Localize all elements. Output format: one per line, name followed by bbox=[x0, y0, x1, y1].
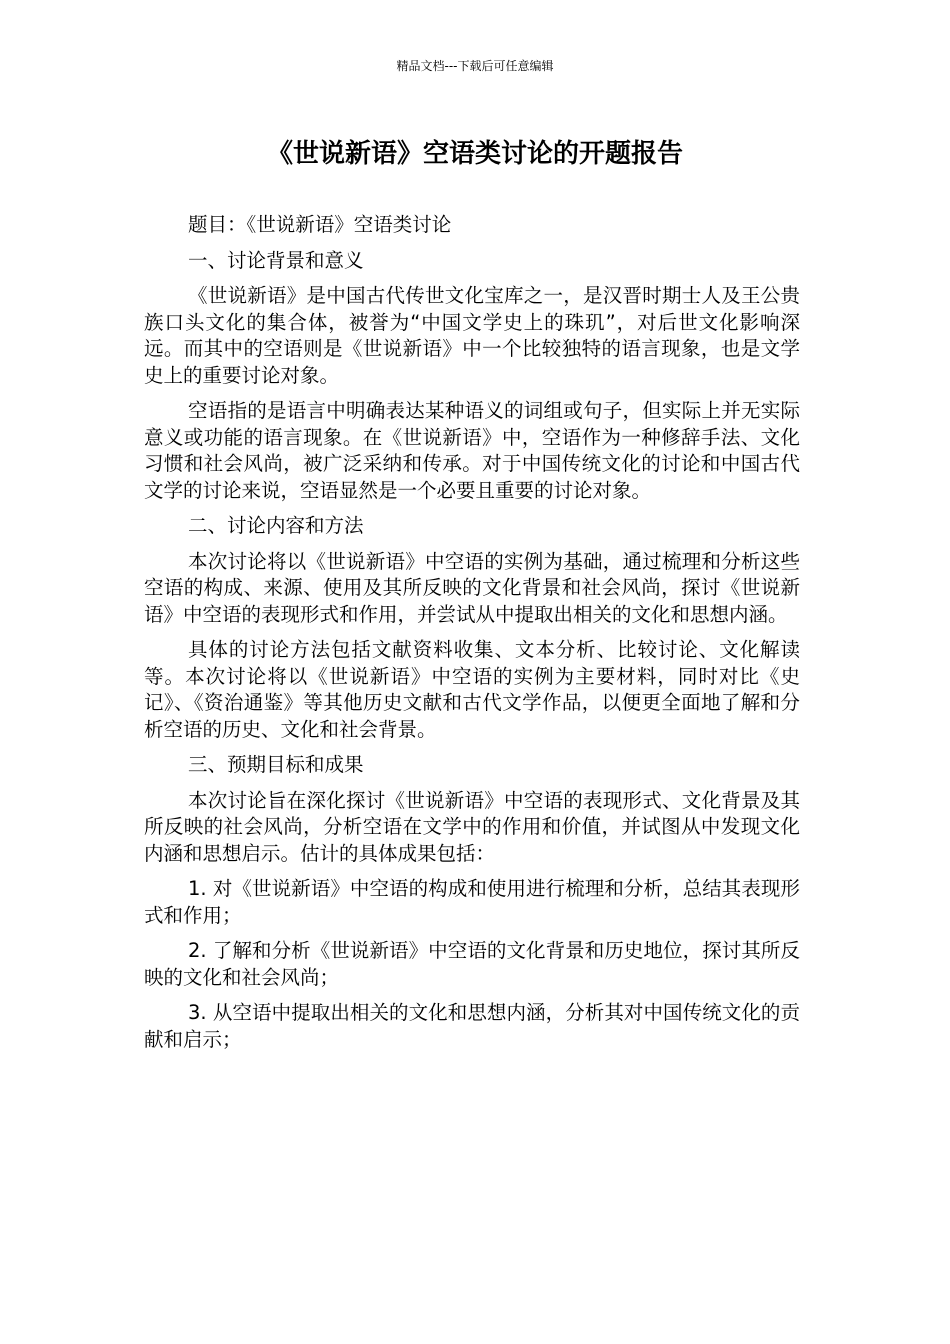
page-header: 精品文档---下载后可任意编辑 bbox=[396, 59, 554, 73]
body-paragraph: 本次讨论将以《世说新语》中空语的实例为基础，通过梳理和分析这些空语的构成、来源、使用及其所反映的文化背景和社会风尚，探讨《世说新语》中空语的表现形式和作用，并尝试从中提取出相关的文化和思想内涵。 bbox=[144, 549, 800, 626]
body-paragraph: 《世说新语》是中国古代传世文化宝库之一，是汉晋时期士人及王公贵族口头文化的集合体，被誉为“中国文学史上的珠玑”，对后世文化影响深远。而其中的空语则是《世说新语》中一个比较独特的语言现象，也是文学史上的重要讨论对象。 bbox=[144, 284, 800, 387]
list-item: 3. 从空语中提取出相关的文化和思想内涵，分析其对中国传统文化的贡献和启示； bbox=[144, 1001, 800, 1051]
list-item: 2. 了解和分析《世说新语》中空语的文化背景和历史地位，探讨其所反映的文化和社会风尚； bbox=[144, 939, 800, 989]
topic-line: 题目：《世说新语》空语类讨论 bbox=[188, 213, 452, 236]
body-paragraph: 具体的讨论方法包括文献资料收集、文本分析、比较讨论、文化解读等。本次讨论将以《世说新语》中空语的实例为主要材料，同时对比《史记》、《资治通鉴》等其他历史文献和古代文学作品，以便更全面地了解和分析空语的历史、文化和社会背景。 bbox=[144, 638, 800, 741]
body-paragraph: 空语指的是语言中明确表达某种语义的词组或句子，但实际上并无实际意义或功能的语言现象。在《世说新语》中，空语作为一种修辞手法、文化习惯和社会风尚，被广泛采纳和传承。对于中国传统文化的讨论和中国古代文学的讨论来说，空语显然是一个必要且重要的讨论对象。 bbox=[144, 399, 800, 502]
document-body bbox=[144, 212, 800, 1062]
document-title: 《世说新语》空语类讨论的开题报告 bbox=[266, 139, 683, 169]
body-paragraph: 本次讨论旨在深化探讨《世说新语》中空语的表现形式、文化背景及其所反映的社会风尚，分析空语在文学中的作用和价值，并试图从中发现文化内涵和思想启示。估计的具体成果包括： bbox=[144, 788, 800, 865]
section-heading-content-method: 二、讨论内容和方法 bbox=[188, 514, 364, 537]
list-item: 1. 对《世说新语》中空语的构成和使用进行梳理和分析，总结其表现形式和作用； bbox=[144, 877, 800, 927]
section-heading-background: 一、讨论背景和意义 bbox=[188, 248, 364, 272]
section-heading-goals: 三、预期目标和成果 bbox=[188, 753, 364, 776]
